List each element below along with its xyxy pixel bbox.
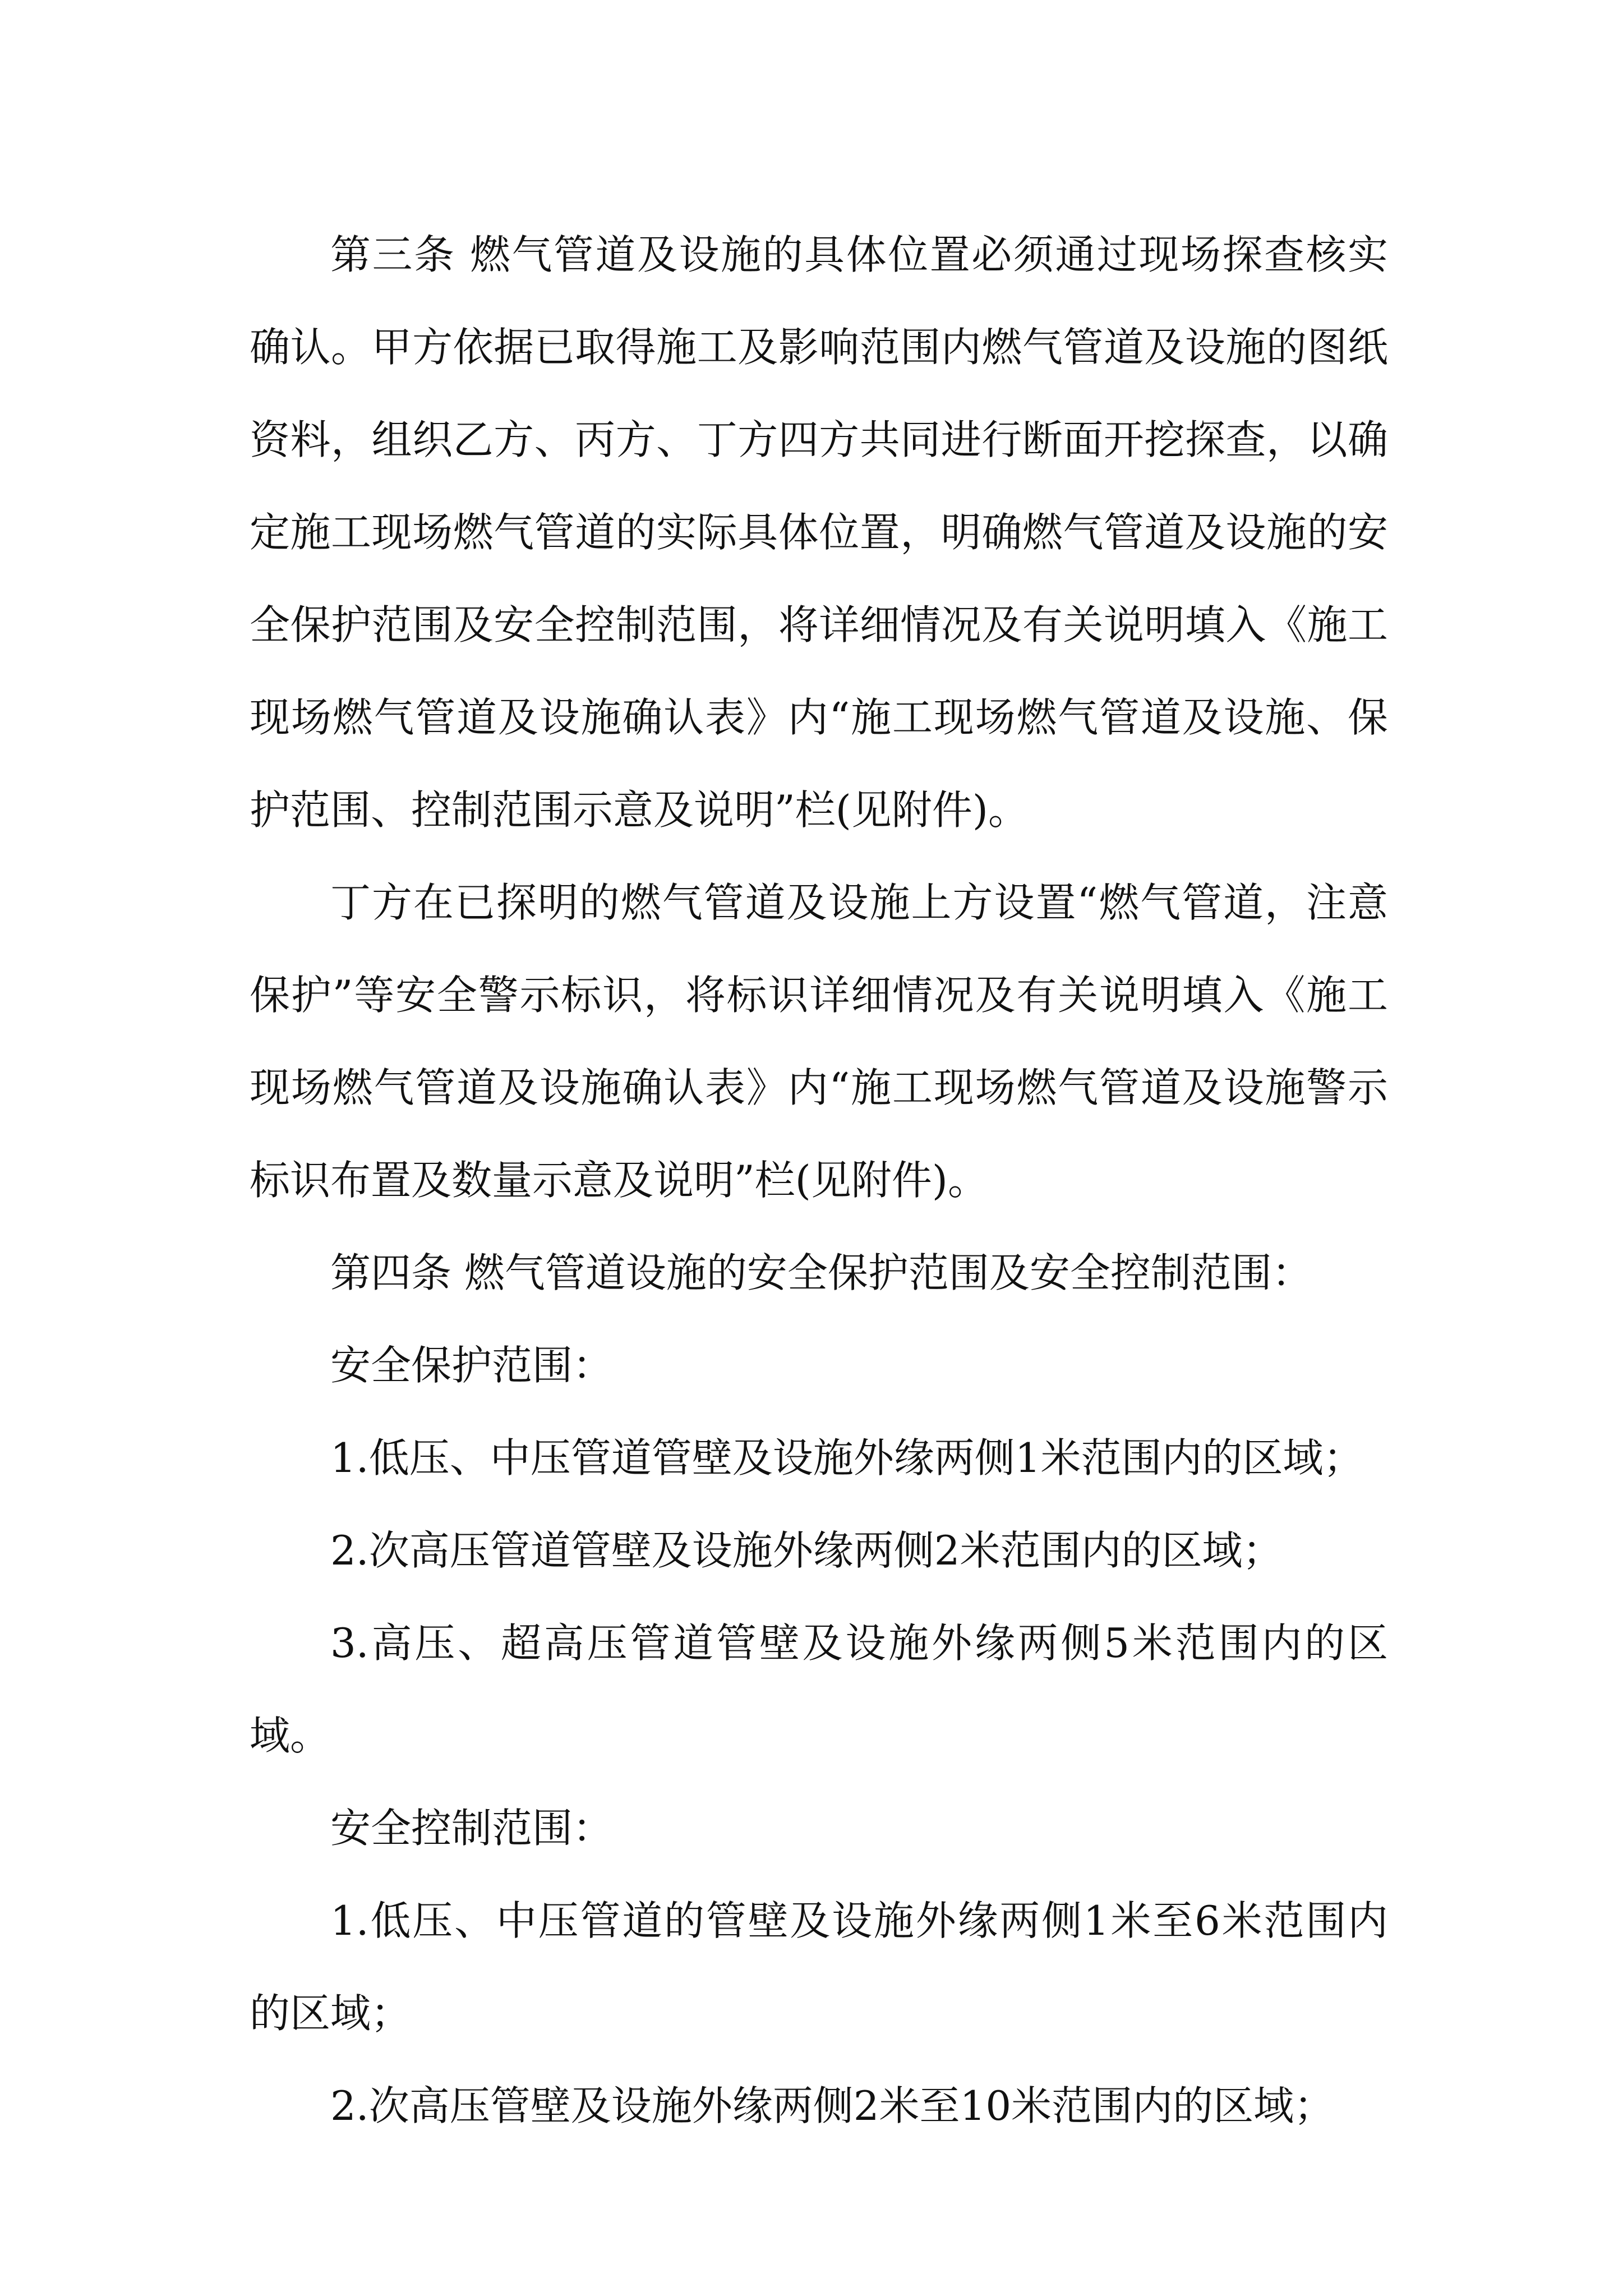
- paragraph-warning-signs: 丁方在已探明的燃气管道及设施上方设置“燃气管道，注意保护”等安全警示标识，将标识详细情况及有关说明填入《施工现场燃气管道及设施确认表》内“施工现场燃气管道及设施警示标识布置及数量示意及说明”栏(见附件)。: [250, 879, 1388, 1204]
- heading-control-range: 安全控制范围：: [330, 1805, 614, 1852]
- list-item-protection-2: 2.次高压管道管壁及设施外缘两侧2米范围内的区域；: [330, 1527, 1283, 1574]
- paragraph-article-3: 第三条 燃气管道及设施的具体位置必须通过现场探查核实确认。甲方依据已取得施工及影响范围内燃气管道及设施的图纸资料，组织乙方、丙方、丁方四方共同进行断面开挖探查，以确定施工现场燃气管道的实际具体位置，明确燃气管道及设施的安全保护范围及安全控制范围，将详细情况及有关说明填入《施工现场燃气管道及设施确认表》内“施工现场燃气管道及设施、保护范围、控制范围示意及说明”栏(见附件)。: [250, 231, 1388, 834]
- heading-protection-range: 安全保护范围：: [330, 1342, 614, 1389]
- document-body: [250, 209, 1388, 2152]
- list-item-protection-1: 1.低压、中压管道管壁及设施外缘两侧1米范围内的区域；: [330, 1434, 1364, 1481]
- list-item-protection-3: 3.高压、超高压管道管壁及设施外缘两侧5米范围内的区域。: [250, 1619, 1388, 1759]
- paragraph-article-4: 第四条 燃气管道设施的安全保护范围及安全控制范围：: [330, 1249, 1312, 1296]
- list-item-control-2: 2.次高压管壁及设施外缘两侧2米至10米范围内的区域；: [330, 2082, 1335, 2129]
- list-item-control-1: 1.低压、中压管道的管壁及设施外缘两侧1米至6米范围内的区域；: [250, 1897, 1388, 2037]
